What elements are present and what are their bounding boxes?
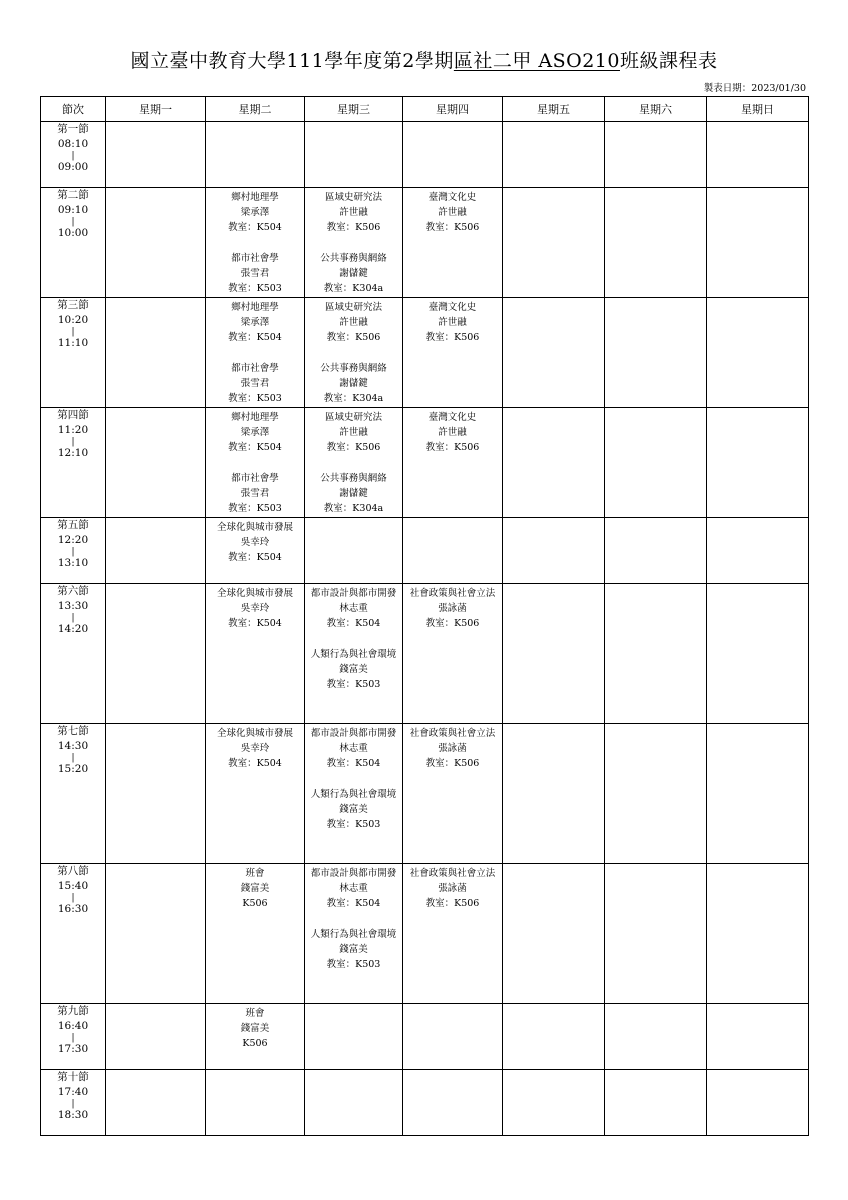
course-name: 班會 [245,868,265,879]
classroom: 教室：K504 [228,442,282,453]
period-row [41,724,809,864]
course-entry [206,724,304,771]
teacher-name: 張詠菡 [438,743,467,754]
period-row [41,188,809,298]
course-name: 全球化與城市發展 [216,522,293,533]
teacher-name: 錢富美 [240,883,270,894]
schedule-cell [605,408,707,518]
course-name: 社會政策與社會立法 [409,728,496,739]
course-entry [305,408,402,455]
period-row [41,1004,809,1070]
classroom: 教室：K506 [425,222,480,233]
period-name: 第十節 [57,1071,89,1083]
classroom: 教室：K304a [323,393,384,404]
period-name: 第七節 [57,725,89,737]
period-sep: | [71,327,75,337]
schedule-cell [605,864,707,1004]
period-row [41,584,809,724]
period-end: 13:10 [57,557,89,569]
course-entry [206,298,304,345]
teacher-name: 張雪君 [240,268,270,279]
teacher-name: 吳幸玲 [240,537,270,548]
schedule-cell [305,724,403,864]
course-name: 社會政策與社會立法 [409,868,496,879]
schedule-cell [106,1070,206,1136]
period-sep: | [71,547,75,557]
schedule-cell [206,1070,305,1136]
schedule-cell [403,298,503,408]
period-end: 10:00 [57,227,89,239]
classroom: K506 [242,1038,268,1049]
period-start: 10:20 [57,314,89,326]
schedule-cell [106,188,206,298]
schedule-cell [106,408,206,518]
classroom: 教室：K506 [326,222,381,233]
course-entry [206,864,304,911]
teacher-name: 梁承澤 [240,427,270,438]
course-entry [305,298,402,345]
timetable [40,96,809,1136]
period-start: 16:40 [57,1020,89,1032]
course-name: 公共事務與網絡 [320,473,387,484]
period-sep: | [71,217,75,227]
period-cell [41,864,106,1004]
schedule-cell [707,584,809,724]
teacher-name: 許世融 [438,207,467,218]
period-name: 第八節 [57,865,89,877]
course-entry [206,249,304,296]
course-entry [305,925,402,972]
teacher-name: 許世融 [438,317,467,328]
schedule-cell [106,518,206,584]
teacher-name: 林志重 [339,603,368,614]
schedule-cell [305,408,403,518]
schedule-cell [106,298,206,408]
schedule-cell [305,864,403,1004]
period-cell [41,724,106,864]
course-name: 人類行為與社會環境 [310,789,397,800]
course-entry [305,785,402,832]
schedule-cell [707,298,809,408]
schedule-cell [503,518,605,584]
classroom: 教室：K506 [425,332,480,343]
period-end: 17:30 [57,1043,89,1055]
teacher-name: 許世融 [339,317,368,328]
schedule-cell [707,864,809,1004]
teacher-name: 錢富美 [240,1023,270,1034]
schedule-cell [403,188,503,298]
classroom: 教室：K506 [425,758,480,769]
course-name: 區域史研究法 [324,302,382,313]
schedule-cell [605,298,707,408]
schedule-cell [503,408,605,518]
course-name: 區域史研究法 [324,192,382,203]
course-entry [206,1004,304,1051]
schedule-cell [206,724,305,864]
classroom: 教室：K506 [326,332,381,343]
period-cell [41,584,106,724]
teacher-name: 張詠菡 [438,603,467,614]
teacher-name: 許世融 [438,427,467,438]
course-entry [206,469,304,516]
period-end: 18:30 [57,1109,89,1121]
title-prefix: 國立臺中教育大學111學年度第2學期 [130,50,454,72]
course-name: 區域史研究法 [324,412,382,423]
schedule-cell [206,518,305,584]
teacher-name: 張詠菡 [438,883,467,894]
classroom: 教室：K503 [228,283,282,294]
course-entry [403,584,502,631]
teacher-name: 張雪君 [240,378,270,389]
period-row [41,1070,809,1136]
course-entry [403,724,502,771]
teacher-name: 林志重 [339,883,368,894]
classroom: 教室：K504 [228,552,282,563]
schedule-cell [503,1070,605,1136]
course-name: 都市社會學 [231,253,279,264]
period-cell [41,1004,106,1070]
course-name: 都市社會學 [231,473,279,484]
period-sep: | [71,893,75,903]
schedule-cell [106,584,206,724]
period-end: 16:30 [57,903,89,915]
schedule-cell [707,122,809,188]
classroom: 教室：K504 [326,758,381,769]
course-name: 都市設計與都市開發 [310,728,397,739]
course-name: 都市設計與都市開發 [310,868,397,879]
classroom: 教室：K506 [425,442,480,453]
course-entry [305,469,402,516]
schedule-cell [206,864,305,1004]
period-row [41,298,809,408]
teacher-name: 錢富美 [339,664,368,675]
classroom: 教室：K503 [326,819,381,830]
period-cell [41,408,106,518]
period-start: 12:20 [57,534,89,546]
period-end: 15:20 [57,763,89,775]
classroom: 教室：K506 [425,618,480,629]
schedule-cell [106,1004,206,1070]
course-name: 鄉村地理學 [231,412,279,423]
schedule-cell [206,188,305,298]
schedule-cell [403,1070,503,1136]
schedule-cell [305,518,403,584]
course-name: 社會政策與社會立法 [409,588,496,599]
print-date: 製表日期：2023/01/30 [703,83,806,94]
period-name: 第六節 [57,585,89,597]
schedule-cell [305,584,403,724]
teacher-name: 吳幸玲 [240,743,270,754]
schedule-cell [707,188,809,298]
column-header-6: 星期六 [605,97,707,122]
period-end: 11:10 [57,337,89,349]
schedule-cell [503,584,605,724]
course-name: 全球化與城市發展 [216,588,293,599]
period-end: 12:10 [57,447,89,459]
schedule-cell [305,1070,403,1136]
classroom: 教室：K504 [326,618,381,629]
period-cell [41,1070,106,1136]
period-name: 第二節 [57,189,89,201]
schedule-cell [503,864,605,1004]
teacher-name: 林志重 [339,743,368,754]
teacher-name: 謝儲鍵 [339,488,368,499]
course-name: 臺灣文化史 [428,302,477,313]
classroom: 教室：K504 [228,222,282,233]
period-name: 第五節 [57,519,89,531]
classroom: 教室：K304a [323,503,384,514]
teacher-name: 錢富美 [339,804,368,815]
schedule-cell [605,1070,707,1136]
course-name: 公共事務與網絡 [320,253,387,264]
course-name: 鄉村地理學 [231,192,279,203]
title-class: 區社二甲 ASO210 [453,50,620,72]
schedule-cell [106,864,206,1004]
period-sep: | [71,437,75,447]
period-start: 09:10 [57,204,89,216]
teacher-name: 許世融 [339,427,368,438]
period-sep: | [71,151,75,161]
schedule-cell [305,1004,403,1070]
course-name: 鄉村地理學 [231,302,279,313]
course-entry [206,188,304,235]
schedule-cell [206,584,305,724]
course-name: 公共事務與網絡 [320,363,387,374]
course-entry [403,188,502,235]
course-name: 都市設計與都市開發 [310,588,397,599]
course-entry [305,249,402,296]
classroom: 教室：K304a [323,283,384,294]
schedule-cell [605,188,707,298]
schedule-cell [305,122,403,188]
course-entry [206,584,304,631]
teacher-name: 吳幸玲 [240,603,270,614]
course-entry [305,645,402,692]
classroom: 教室：K506 [425,898,480,909]
schedule-cell [206,1004,305,1070]
schedule-cell [206,122,305,188]
schedule-cell [707,1004,809,1070]
teacher-name: 梁承澤 [240,207,270,218]
course-entry [305,188,402,235]
schedule-cell [403,1004,503,1070]
schedule-cell [707,1070,809,1136]
column-header-0: 節次 [41,97,106,122]
teacher-name: 謝儲鍵 [339,378,368,389]
period-sep: | [71,1099,75,1109]
course-name: 都市社會學 [231,363,279,374]
period-sep: | [71,613,75,623]
schedule-cell [403,864,503,1004]
column-header-4: 星期四 [403,97,503,122]
period-name: 第九節 [57,1005,89,1017]
schedule-cell [503,122,605,188]
period-start: 17:40 [57,1086,89,1098]
schedule-cell [503,188,605,298]
period-name: 第四節 [57,409,89,421]
period-sep: | [71,753,75,763]
period-name: 第三節 [57,299,89,311]
course-name: 人類行為與社會環境 [310,929,397,940]
classroom: 教室：K504 [228,332,282,343]
schedule-cell [605,584,707,724]
period-start: 08:10 [57,138,89,150]
schedule-cell [503,1004,605,1070]
column-header-5: 星期五 [503,97,605,122]
course-name: 臺灣文化史 [428,412,477,423]
schedule-cell [605,724,707,864]
classroom: 教室：K503 [326,679,381,690]
timetable-body [41,122,809,1136]
page-title [0,46,848,73]
schedule-cell [403,122,503,188]
classroom: 教室：K503 [326,959,381,970]
classroom: 教室：K504 [326,898,381,909]
course-entry [403,408,502,455]
period-sep: | [71,1033,75,1043]
schedule-cell [403,408,503,518]
period-cell [41,188,106,298]
schedule-cell [403,584,503,724]
classroom: 教室：K506 [326,442,381,453]
period-start: 14:30 [57,740,89,752]
schedule-cell [305,188,403,298]
schedule-cell [206,408,305,518]
schedule-cell [106,122,206,188]
course-entry [206,518,304,565]
period-row [41,122,809,188]
period-row [41,408,809,518]
column-header-7: 星期日 [707,97,809,122]
period-start: 11:20 [57,424,89,436]
course-entry [206,408,304,455]
period-start: 13:30 [57,600,89,612]
course-name: 班會 [245,1008,265,1019]
teacher-name: 梁承澤 [240,317,270,328]
course-entry [305,584,402,631]
header-row [41,97,809,122]
classroom: 教室：K503 [228,503,282,514]
teacher-name: 許世融 [339,207,368,218]
schedule-cell [305,298,403,408]
teacher-name: 錢富美 [339,944,368,955]
course-entry [305,864,402,911]
schedule-cell [707,408,809,518]
period-end: 09:00 [57,161,89,173]
course-name: 臺灣文化史 [428,192,477,203]
period-row [41,518,809,584]
period-cell [41,518,106,584]
course-entry [403,864,502,911]
schedule-cell [403,724,503,864]
classroom: 教室：K504 [228,618,282,629]
period-end: 14:20 [57,623,89,635]
course-name: 人類行為與社會環境 [310,649,397,660]
course-entry [403,298,502,345]
schedule-cell [106,724,206,864]
column-header-2: 星期二 [206,97,305,122]
schedule-cell [605,518,707,584]
teacher-name: 謝儲鍵 [339,268,368,279]
schedule-cell [503,724,605,864]
teacher-name: 張雪君 [240,488,270,499]
course-entry [305,359,402,406]
classroom: K506 [242,898,268,909]
schedule-cell [503,298,605,408]
course-entry [206,359,304,406]
course-entry [305,724,402,771]
period-start: 15:40 [57,880,89,892]
column-header-1: 星期一 [106,97,206,122]
column-header-3: 星期三 [305,97,403,122]
schedule-cell [605,122,707,188]
period-name: 第一節 [57,123,89,135]
course-name: 全球化與城市發展 [216,728,293,739]
schedule-cell [707,724,809,864]
schedule-cell [206,298,305,408]
period-cell [41,298,106,408]
schedule-cell [707,518,809,584]
schedule-cell [403,518,503,584]
classroom: 教室：K504 [228,758,282,769]
schedule-cell [605,1004,707,1070]
classroom: 教室：K503 [228,393,282,404]
period-cell [41,122,106,188]
period-row [41,864,809,1004]
title-suffix: 班級課程表 [619,50,718,72]
